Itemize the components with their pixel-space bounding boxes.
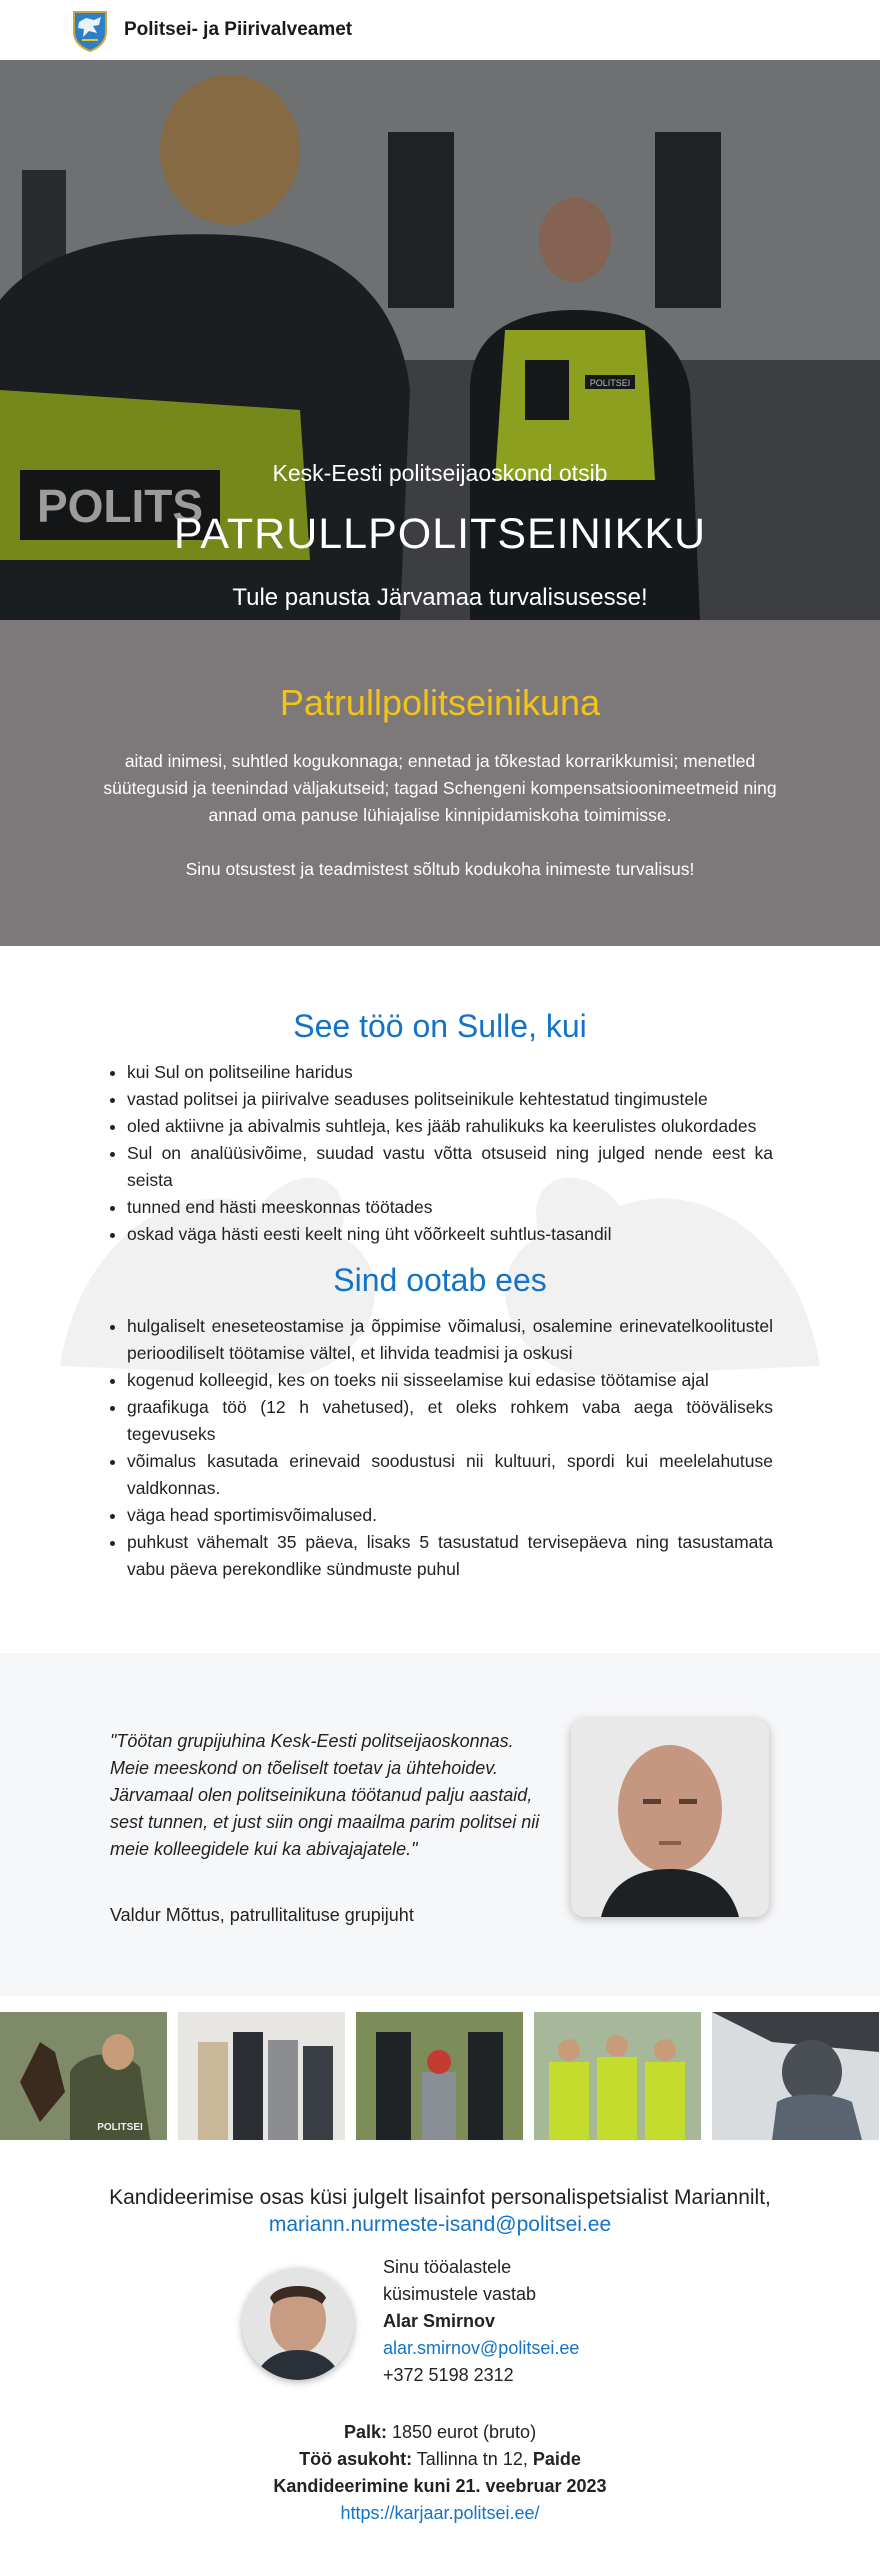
contact-person-intro: Sinu tööalastele küsimustele vastab bbox=[383, 2257, 537, 2304]
list-item: • tunned end hästi meeskonnas töötades bbox=[127, 1194, 773, 1221]
contact-person-info bbox=[383, 2254, 603, 2389]
gallery-photo-child[interactable] bbox=[356, 2012, 523, 2140]
gallery-photo-dog-handler[interactable] bbox=[0, 2012, 167, 2140]
contact-person-name: Alar Smirnov bbox=[383, 2311, 496, 2331]
child-with-officers-image bbox=[356, 2012, 523, 2140]
salary-value: 1850 eurot (bruto) bbox=[386, 2422, 537, 2442]
list-item: • oskad väga hästi eesti keelt ning üht võõrkeelt suhtlus-tasandil bbox=[127, 1221, 773, 1248]
list-item: • puhkust vähemalt 35 päeva, lisaks 5 tasustatud tervisepäeva ning tasustamata vabu päeva perekondlike sündmuste puhul bbox=[127, 1529, 773, 1583]
gallery-photo-pilot[interactable] bbox=[712, 2012, 879, 2140]
list-item: • võimalus kasutada erinevaid soodustusi nii kultuuri, spordi kui meelelahutuse valdkonnas. bbox=[127, 1448, 773, 1502]
testimonial-photo bbox=[571, 1719, 769, 1917]
intro-paragraph-2: Sinu otsustest ja teadmistest sõltub kodukoha inimeste turvalisus! bbox=[185, 859, 695, 879]
testimonial-quote: "Töötan grupijuhina Kesk-Eesti politseijaoskonnas. Meie meeskond on tõeliselt toetav ja ühtehoidev. Järvamaal olen politseinikuna töötanud palju aastaid, sest tunnen, et just siin ongi maailma parim politsei nii meie kolleegidele kui ka abivajajatele." bbox=[110, 1731, 540, 1859]
list-item: • hulgaliselt eneseteostamise ja õppimise võimalusi, osalemine erinevatelkoolitustel perioodiliselt töötamise vältel, et lihvida teadmisi ja oskusi bbox=[127, 1313, 773, 1367]
salary-label: Palk: bbox=[343, 2422, 387, 2442]
testimonial-author: Valdur Mõttus, patrullitalituse grupijuht bbox=[110, 1905, 414, 1925]
contact-ask-text: Kandideerimise osas küsi julgelt lisainfot personalispetsialist Mariannilt, bbox=[109, 2186, 771, 2209]
contact-person-email-link[interactable]: alar.smirnov@politsei.ee bbox=[383, 2338, 580, 2358]
gallery-badge: POLITSEI bbox=[97, 2122, 143, 2133]
officers-group-image bbox=[178, 2012, 345, 2140]
hero-title: PATRULLPOLITSEINIKKU bbox=[173, 510, 707, 558]
contact-person-photo bbox=[242, 2268, 354, 2380]
page-header bbox=[0, 0, 880, 60]
contact-ask-email-link[interactable]: mariann.nurmeste-isand@politsei.ee bbox=[268, 2213, 612, 2236]
testimonial-section bbox=[0, 1653, 880, 1996]
list-item: • kui Sul on politseiline haridus bbox=[127, 1059, 773, 1086]
hero-subtitle: Tule panusta Järvamaa turvalisusesse! bbox=[232, 584, 648, 611]
career-site-link[interactable]: https://karjaar.politsei.ee/ bbox=[340, 2503, 540, 2523]
job-details-section bbox=[0, 946, 880, 1653]
location-label: Töö asukoht: bbox=[299, 2449, 413, 2469]
list-item: • vastad politsei ja piirivalve seaduses politseinikule kehtestatud tingimustele bbox=[127, 1086, 773, 1113]
portrait-image bbox=[571, 1719, 769, 1917]
requirements-heading: See töö on Sulle, kui bbox=[293, 1008, 587, 1044]
location-city: Paide bbox=[532, 2449, 581, 2469]
police-crest-icon[interactable] bbox=[72, 8, 108, 52]
gallery-photo-patrol[interactable] bbox=[534, 2012, 701, 2140]
contact-section bbox=[0, 2140, 880, 2567]
intro-paragraph: aitad inimesi, suhtled kogukonnaga; ennetad ja tõkestad korrarikkumisi; menetled süütegusid ja teenindad väljakutseid; tagad Schengeni kompensatsioonimeetmeid ning annad oma panuse lühiajalise kinnipidamiskoha toimimisse. bbox=[103, 751, 777, 825]
vest-label-front: POLITSEI bbox=[589, 378, 631, 388]
deadline-line: Kandideerimine kuni 21. veebruar 2023 bbox=[273, 2476, 607, 2496]
photo-gallery bbox=[0, 2012, 880, 2140]
list-item: • oled aktiivne ja abivalmis suhtleja, kes jääb rahulikuks ka keerulistes olukordades bbox=[127, 1113, 773, 1140]
location-line bbox=[0, 2446, 880, 2473]
requirements-list bbox=[107, 1059, 773, 1248]
benefits-heading: Sind ootab ees bbox=[333, 1262, 547, 1298]
salary-line bbox=[0, 2419, 880, 2446]
org-name[interactable]: Politsei- ja Piirivalveamet bbox=[124, 19, 353, 40]
contact-person-phone[interactable]: +372 5198 2312 bbox=[383, 2365, 514, 2385]
contact-person bbox=[0, 2254, 880, 2419]
intro-heading: Patrullpolitseinikuna bbox=[279, 682, 601, 723]
intro-section bbox=[0, 620, 880, 946]
location-value: Tallinna tn 12, bbox=[412, 2449, 533, 2469]
hero-banner bbox=[0, 60, 880, 620]
hero-kicker: Kesk-Eesti politseijaoskond otsib bbox=[272, 460, 608, 486]
list-item: • kogenud kolleegid, kes on toeks nii sisseelamise kui edasise töötamise ajal bbox=[127, 1367, 773, 1394]
police-dog-image bbox=[0, 2012, 167, 2140]
list-item: • Sul on analüüsivõime, suudad vastu võtta otsuseid ning julged nende eest ka seista bbox=[127, 1140, 773, 1194]
contact-portrait-image bbox=[242, 2268, 354, 2380]
patrol-officers-image bbox=[534, 2012, 701, 2140]
helicopter-pilot-image bbox=[712, 2012, 879, 2140]
gallery-photo-group[interactable] bbox=[178, 2012, 345, 2140]
job-facts bbox=[0, 2419, 880, 2527]
vest-label-back: POLITS bbox=[36, 480, 204, 532]
benefits-list bbox=[107, 1313, 773, 1583]
list-item: • väga head sportimisvõimalused. bbox=[127, 1502, 773, 1529]
list-item: • graafikuga töö (12 h vahetused), et oleks rohkem vaba aega tööväliseks tegevuseks bbox=[127, 1394, 773, 1448]
